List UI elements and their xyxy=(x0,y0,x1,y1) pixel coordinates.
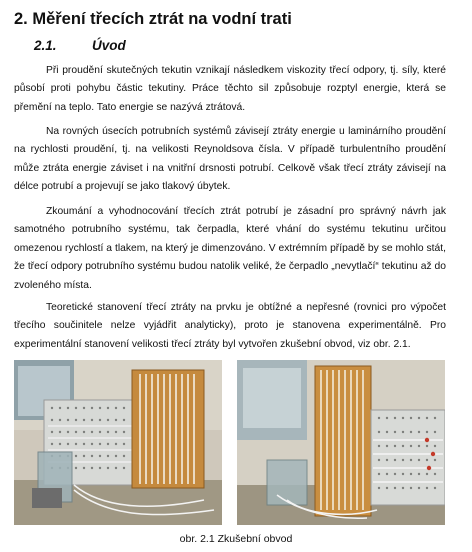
figure-caption: obr. 2.1 Zkušební obvod xyxy=(179,533,293,545)
test-rig-photo-right xyxy=(237,360,445,525)
subsection-heading xyxy=(34,38,126,53)
paragraph-3 xyxy=(14,203,446,295)
paragraph-2-text: Na rovných úsecích potrubních systémů závisejí ztráty energie u laminárního proudění na rychlosti proudění, tj. na velikosti Reynoldsova čísla. V případě turbulentního proudění může ztráta energie záviset i na vnitřní drsnosti potrubí. Celkově však třecí ztráty závisejí na délce potrubí a projevují se jako tlakový úbytek. xyxy=(14,126,446,193)
paragraph-1-text: Při proudění skutečných tekutin vznikají následkem viskozity třecí odpory, tj. síly, které působí proti pohybu částic tekutiny. Práce těchto sil způsobuje rozptyl energie, která se přemění na teplo. Tato energie se nazývá ztrátová. xyxy=(14,65,446,113)
paragraph-2 xyxy=(14,123,446,197)
section-heading: 2. Měření třecích ztrát na vodní trati xyxy=(14,10,292,28)
test-rig-photo-left xyxy=(14,360,222,525)
paragraph-4-text: Teoretické stanovení třecí ztráty na prvku je obtížné a nepřesné (rovnici pro výpočet třecího součinitele nelze vyjádřit analyticky), proto je stanovena experimentálně. Pro experimentální stanovení velikosti třecí ztráty byl vytvořen zkušební obvod, viz obr. 2.1. xyxy=(14,302,446,350)
paragraph-1 xyxy=(14,62,446,117)
subsection-number: 2.1. xyxy=(34,38,57,53)
subsection-title: Úvod xyxy=(92,38,126,53)
paragraph-4 xyxy=(14,299,446,354)
paragraph-3-text: Zkoumání a vyhodnocování třecích ztrát potrubí je zásadní pro správný návrh jak samotného potrubního systému, tak čerpadla, které vhání do systému tekutinu určitou omezenou rychlostí a tlakem, na který je dimenzováno. V extrémním případě by se mohlo stát, že třecí odpory potrubního systému budou natolik veliké, že čerpadlo „nevytlačí“ tekutinu až do zvoleného místa. xyxy=(14,206,446,291)
